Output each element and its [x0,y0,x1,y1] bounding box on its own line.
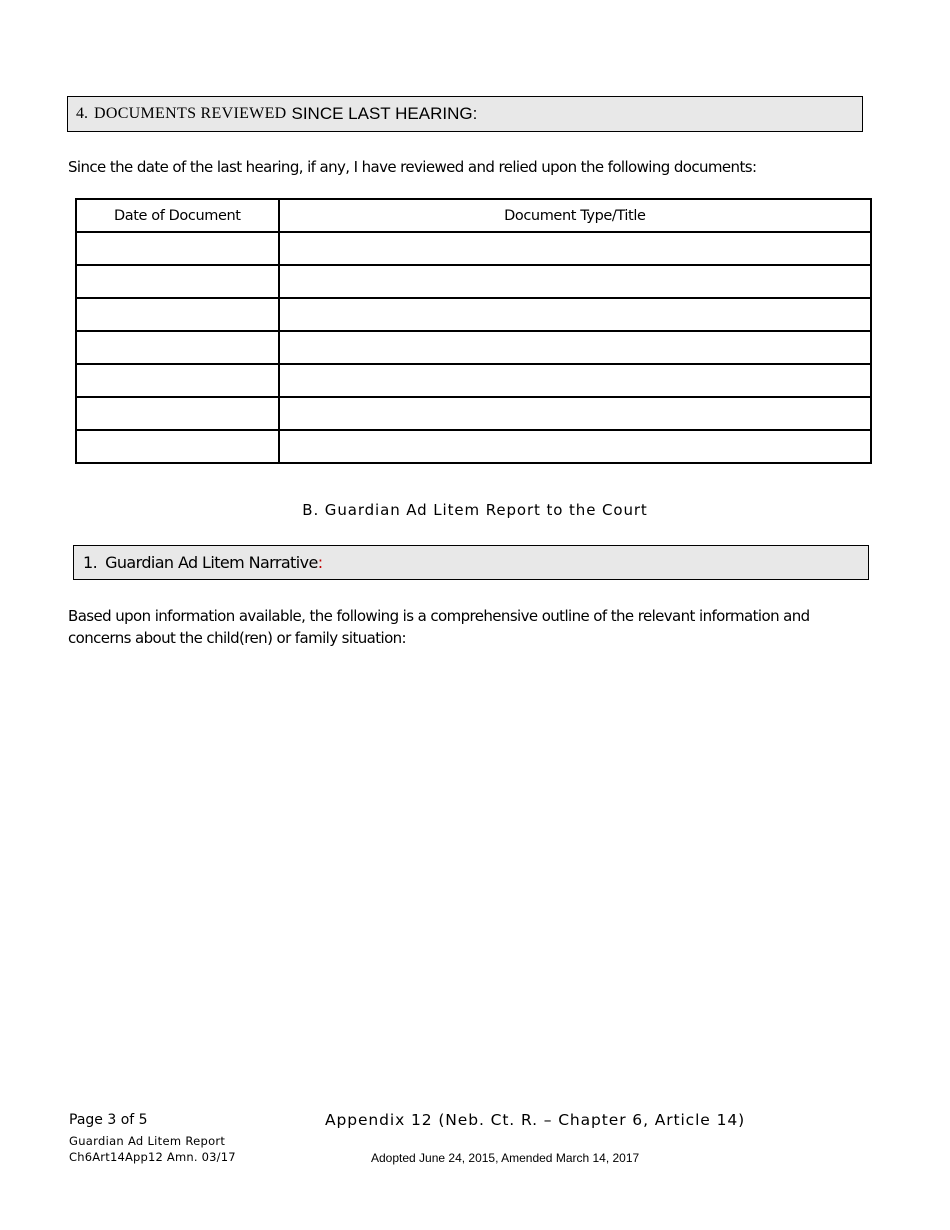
date-cell[interactable] [76,232,279,265]
appendix-reference: Appendix 12 (Neb. Ct. R. – Chapter 6, Article 14) [325,1111,746,1129]
section-4-number: 4. [76,105,88,122]
table-row [76,397,871,430]
narrative-intro-text: Based upon information available, the following is a comprehensive outline of the relevant information and concerns about the child(ren) or family situation: [68,607,810,647]
date-cell[interactable] [76,331,279,364]
title-cell[interactable] [279,364,871,397]
table-row [76,298,871,331]
table-row [76,331,871,364]
form-code: Ch6Art14App12 Amn. 03/17 [69,1150,236,1164]
adoption-date: Adopted June 24, 2015, Amended March 14, 2017 [371,1151,640,1165]
table-row [76,232,871,265]
section-4-heading [67,96,863,132]
title-cell[interactable] [279,232,871,265]
table-row [76,364,871,397]
report-name: Guardian Ad Litem Report [69,1134,226,1148]
section-1-number: 1. [83,553,98,572]
documents-table [75,198,872,464]
column-header-date: Date of Document [76,199,279,232]
page-number: Page 3 of 5 [69,1112,148,1128]
date-cell[interactable] [76,397,279,430]
section-b-heading: B. Guardian Ad Litem Report to the Court [302,501,648,519]
title-cell[interactable] [279,397,871,430]
date-cell[interactable] [76,364,279,397]
section-1-colon: : [317,553,323,572]
section-4-title-sans: SINCE LAST HEARING: [291,104,478,123]
section-1-title: Guardian Ad Litem Narrative [105,553,318,572]
documents-intro-text: Since the date of the last hearing, if any, I have reviewed and relied upon the following documents: [68,158,757,176]
title-cell[interactable] [279,298,871,331]
date-cell[interactable] [76,298,279,331]
title-cell[interactable] [279,331,871,364]
title-cell[interactable] [279,265,871,298]
title-cell[interactable] [279,430,871,463]
table-header-row [76,199,871,232]
section-4-title-serif: DOCUMENTS REVIEWED [94,105,287,122]
table-row [76,430,871,463]
section-1-heading [73,545,869,580]
column-header-type-title: Document Type/Title [279,199,871,232]
date-cell[interactable] [76,265,279,298]
table-row [76,265,871,298]
date-cell[interactable] [76,430,279,463]
